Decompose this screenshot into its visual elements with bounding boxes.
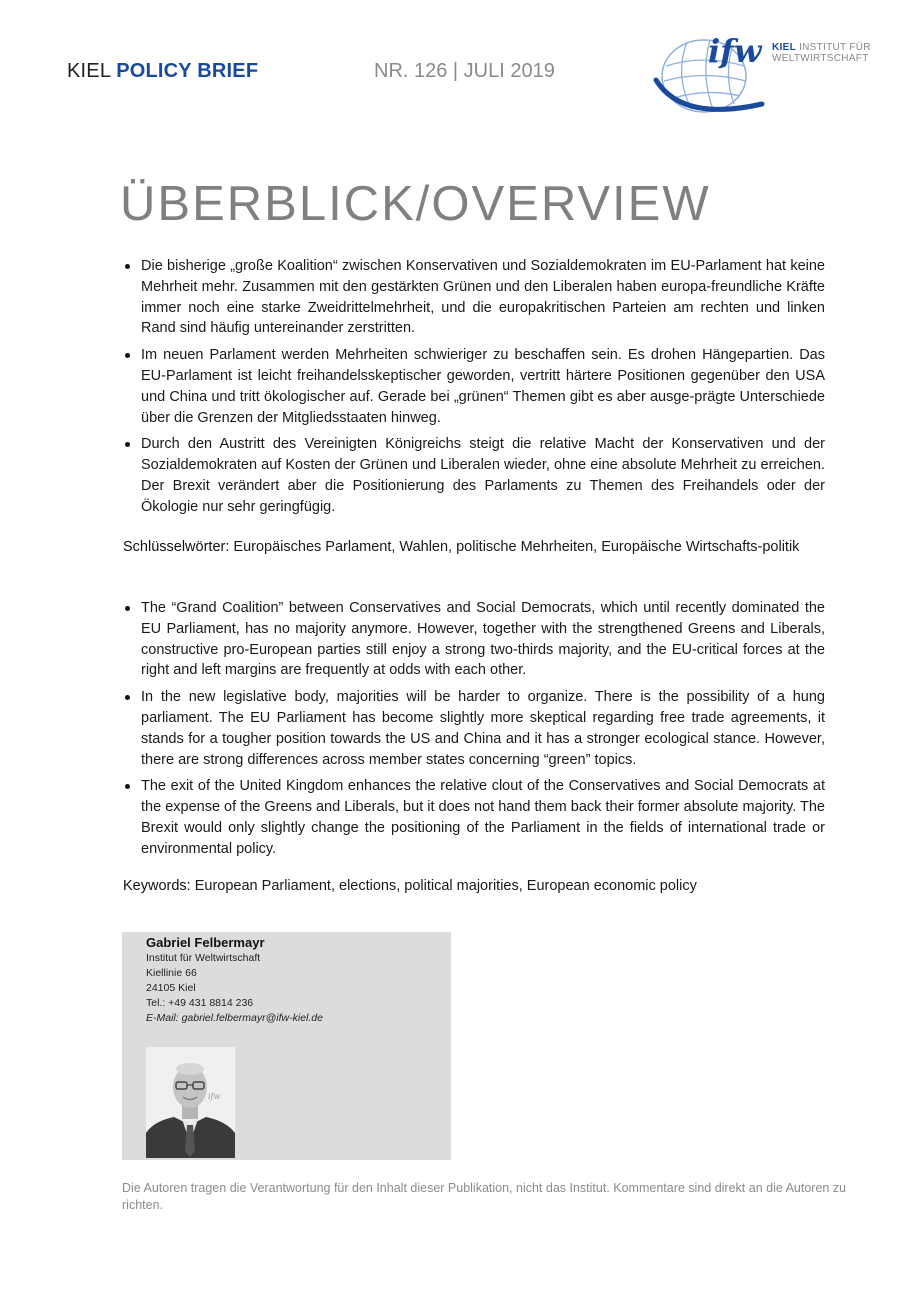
logo-word-institut: INSTITUT FÜR (795, 42, 871, 53)
author-email[interactable]: E-Mail: gabriel.felbermayr@ifw-kiel.de (146, 1012, 323, 1024)
author-street: Kiellinie 66 (146, 967, 197, 979)
english-keywords-text: European Parliament, elections, political majorities, European economic policy (190, 878, 697, 894)
german-bullet-3: Durch den Austritt des Vereinigten Königreichs steigt die relative Macht der Konservativen und der Sozialdemokraten auf Kosten der Grünen und Liberalen wieder, ohne eine absolute Mehrheit zu erreichen. Der Brexit verändert aber die Positionierung des Parlaments zu Themen des Freihandels oder der Ökologie nur sehr geringfügig. (123, 434, 825, 517)
german-keywords-text: Europäisches Parlament, Wahlen, politische Mehrheiten, Europäische Wirtschafts-politik (229, 539, 800, 555)
issue-number: NR. 126 | JULI 2019 (374, 60, 555, 82)
page-title: ÜBERBLICK/OVERVIEW (120, 177, 711, 231)
english-keywords-label: Keywords: (123, 878, 191, 894)
german-keywords (123, 537, 825, 558)
english-bullet-2: In the new legislative body, majorities will be harder to organize. There is the possibility of a hung parliament. The EU Parliament has become slightly more skeptical regarding free trade agreements, it stands for a tougher position towards the US and China and it has a stronger ecological stance. However, there are strong differences across member states concerning “green” topics. (123, 687, 825, 770)
german-keywords-label: Schlüsselwörter: (123, 539, 230, 555)
german-bullet-1: Die bisherige „große Koalition“ zwischen Konservativen und Sozialdemokraten im EU-Parlament hat keine Mehrheit mehr. Zusammen mit den gestärkten Grünen und den Liberalen haben europa-freundliche Kräfte immer noch eine starke Zweidrittelmehrheit, und die europakritischen Parteien am rechten und linken Rand sind häufig untereinander zerstritten. (123, 256, 825, 339)
brand-prefix: KIEL (67, 60, 111, 82)
brand-title: POLICY BRIEF (116, 60, 259, 82)
author-contact-box (122, 932, 451, 1160)
author-name: Gabriel Felbermayr (146, 935, 265, 950)
logo-mark: ifw (708, 32, 762, 70)
logo-word-kiel: KIEL (772, 42, 796, 53)
german-summary (123, 256, 825, 524)
author-institute: Institut für Weltwirtschaft (146, 952, 261, 964)
ifw-logo (652, 26, 882, 116)
english-keywords (123, 876, 825, 897)
photo-watermark: ifw (208, 1092, 221, 1101)
english-bullet-3: The exit of the United Kingdom enhances the relative clout of the Conservatives and Social Democrats at the expense of the Greens and Liberals, but it does not hand them back their former absolute majority. The Brexit would only slightly change the positioning of the Parliament in the fields of international trade or environmental policy. (123, 776, 825, 859)
author-photo (146, 1047, 235, 1158)
logo-wordmark (772, 42, 871, 64)
logo-word-weltwirtschaft: WELTWIRTSCHAFT (772, 53, 869, 64)
english-summary (123, 598, 825, 866)
english-bullet-1: The “Grand Coalition” between Conservatives and Social Democrats, which until recently dominated the EU Parliament, has no majority anymore. However, together with the strengthened Greens and Liberals, constructive pro-European parties still enjoy a strong two-thirds majority, and the EU-critical forces at the right and left margins are frequently at odds with each other. (123, 598, 825, 681)
series-brand (67, 60, 258, 83)
author-phone: Tel.: +49 431 8814 236 (146, 997, 254, 1009)
footer-disclaimer: Die Autoren tragen die Verantwortung für den Inhalt dieser Publikation, nicht das Institut. Kommentare sind direkt an die Autoren zu richten. (122, 1181, 847, 1212)
german-bullet-2: Im neuen Parlament werden Mehrheiten schwieriger zu beschaffen sein. Es drohen Hängepartien. Das EU-Parlament ist leicht freihandelsskeptischer geworden, vertritt härtere Positionen gegenüber den USA und China und tritt ökologischer auf. Gerade bei „grünen“ Themen gibt es aber ausge-prägte Unterschiede über die Grenzen der Mitgliedsstaaten hinweg. (123, 345, 825, 428)
author-city: 24105 Kiel (146, 982, 196, 994)
